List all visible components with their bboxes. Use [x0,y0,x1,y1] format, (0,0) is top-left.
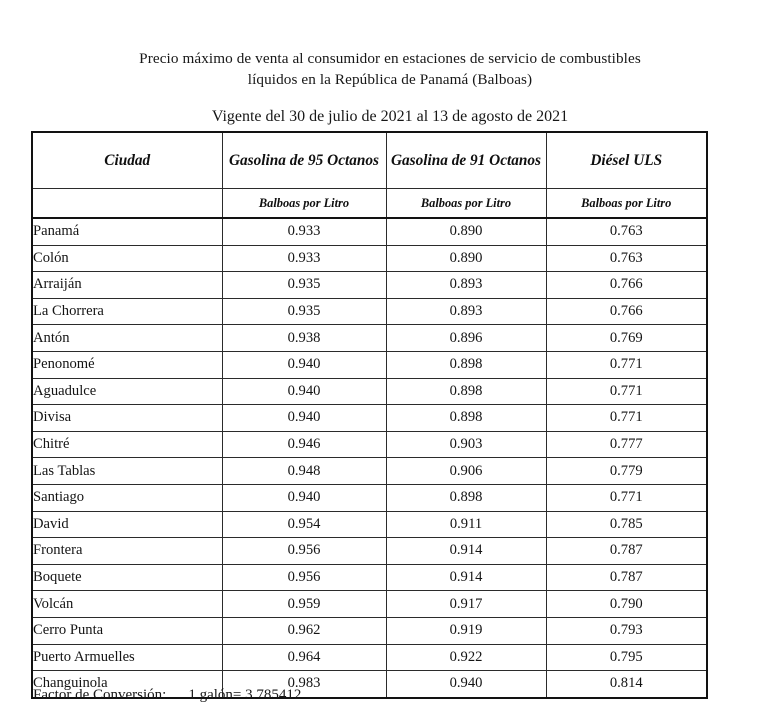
cell-diesel: 0.771 [546,484,707,511]
table-row [32,245,707,272]
cell-g95: 0.983 [222,671,386,698]
cell-diesel: 0.793 [546,617,707,644]
table-header-row [32,132,707,189]
column-header-gasolina-91: Gasolina de 91 Octanos [386,132,546,189]
cell-city: Panamá [32,218,222,245]
table-row [32,484,707,511]
cell-diesel: 0.766 [546,298,707,325]
table-row [32,538,707,565]
table-header [32,132,707,218]
cell-g95: 0.956 [222,564,386,591]
title-line-2: líquidos en la República de Panamá (Balboas) [247,71,533,88]
cell-g91: 0.890 [386,245,546,272]
cell-g91: 0.890 [386,218,546,245]
cell-diesel: 0.777 [546,431,707,458]
cell-city: Antón [32,325,222,352]
cell-g95: 0.940 [222,484,386,511]
cell-city: Boquete [32,564,222,591]
cell-diesel: 0.771 [546,351,707,378]
cell-diesel: 0.766 [546,272,707,299]
cell-diesel: 0.771 [546,405,707,432]
title-line-1: Precio máximo de venta al consumidor en estaciones de servicio de combustibles [139,50,641,67]
conversion-factor-label: Factor de Conversión: [33,687,167,703]
column-header-gasolina-95: Gasolina de 95 Octanos [222,132,386,189]
cell-g91: 0.898 [386,378,546,405]
cell-g95: 0.962 [222,617,386,644]
cell-g91: 0.911 [386,511,546,538]
cell-g95: 0.933 [222,245,386,272]
cell-diesel: 0.785 [546,511,707,538]
cell-g91: 0.893 [386,298,546,325]
unit-cell-diesel-uls: Balboas por Litro [546,189,707,219]
cell-g91: 0.940 [386,671,546,698]
cell-g91: 0.898 [386,351,546,378]
cell-diesel: 0.769 [546,325,707,352]
cell-city: La Chorrera [32,298,222,325]
conversion-factor-value: 1 galón= 3.785412 [188,687,302,703]
cell-g91: 0.898 [386,484,546,511]
cell-diesel: 0.763 [546,218,707,245]
table-row [32,591,707,618]
cell-g91: 0.903 [386,431,546,458]
cell-g95: 0.959 [222,591,386,618]
cell-g95: 0.935 [222,272,386,299]
cell-diesel: 0.763 [546,245,707,272]
unit-cell-ciudad [32,189,222,219]
cell-g91: 0.898 [386,405,546,432]
cell-city: Aguadulce [32,378,222,405]
cell-g95: 0.940 [222,378,386,405]
cell-city: Puerto Armuelles [32,644,222,671]
table-row [32,405,707,432]
cell-city: Chitré [32,431,222,458]
cell-g91: 0.914 [386,538,546,565]
cell-g95: 0.954 [222,511,386,538]
table-row [32,351,707,378]
cell-g91: 0.914 [386,564,546,591]
cell-g91: 0.906 [386,458,546,485]
cell-city: Changuinola [32,671,222,698]
cell-diesel: 0.814 [546,671,707,698]
cell-city: Volcán [32,591,222,618]
cell-g91: 0.896 [386,325,546,352]
table-row [32,272,707,299]
document-title [0,48,780,90]
cell-g91: 0.922 [386,644,546,671]
table-row [32,511,707,538]
cell-g91: 0.893 [386,272,546,299]
cell-diesel: 0.787 [546,538,707,565]
cell-city: Frontera [32,538,222,565]
cell-g95: 0.946 [222,431,386,458]
cell-city: Arraiján [32,272,222,299]
table-row [32,458,707,485]
column-header-ciudad: Ciudad [32,132,222,189]
cell-g95: 0.940 [222,405,386,432]
unit-cell-gasolina-91: Balboas por Litro [386,189,546,219]
cell-city: Las Tablas [32,458,222,485]
cell-g95: 0.940 [222,351,386,378]
cell-city: David [32,511,222,538]
cell-diesel: 0.779 [546,458,707,485]
cell-g91: 0.917 [386,591,546,618]
unit-cell-gasolina-95: Balboas por Litro [222,189,386,219]
table-row [32,431,707,458]
cell-city: Penonomé [32,351,222,378]
table-row [32,218,707,245]
table-row [32,298,707,325]
cell-g95: 0.938 [222,325,386,352]
table-row [32,564,707,591]
cell-city: Santiago [32,484,222,511]
cell-diesel: 0.787 [546,564,707,591]
table-row [32,617,707,644]
table-row [32,644,707,671]
cell-g95: 0.933 [222,218,386,245]
table-body [32,218,707,698]
price-table [31,131,708,699]
cell-g95: 0.964 [222,644,386,671]
column-header-diesel-uls: Diésel ULS [546,132,707,189]
cell-diesel: 0.790 [546,591,707,618]
price-table-container [31,131,706,699]
table-row [32,325,707,352]
cell-g95: 0.956 [222,538,386,565]
cell-diesel: 0.771 [546,378,707,405]
cell-city: Colón [32,245,222,272]
table-row [32,378,707,405]
cell-city: Divisa [32,405,222,432]
conversion-factor-note [33,687,301,704]
cell-g95: 0.935 [222,298,386,325]
cell-diesel: 0.795 [546,644,707,671]
cell-city: Cerro Punta [32,617,222,644]
cell-g95: 0.948 [222,458,386,485]
document-subtitle: Vigente del 30 de julio de 2021 al 13 de agosto de 2021 [211,108,569,125]
cell-g91: 0.919 [386,617,546,644]
table-units-row [32,189,707,219]
